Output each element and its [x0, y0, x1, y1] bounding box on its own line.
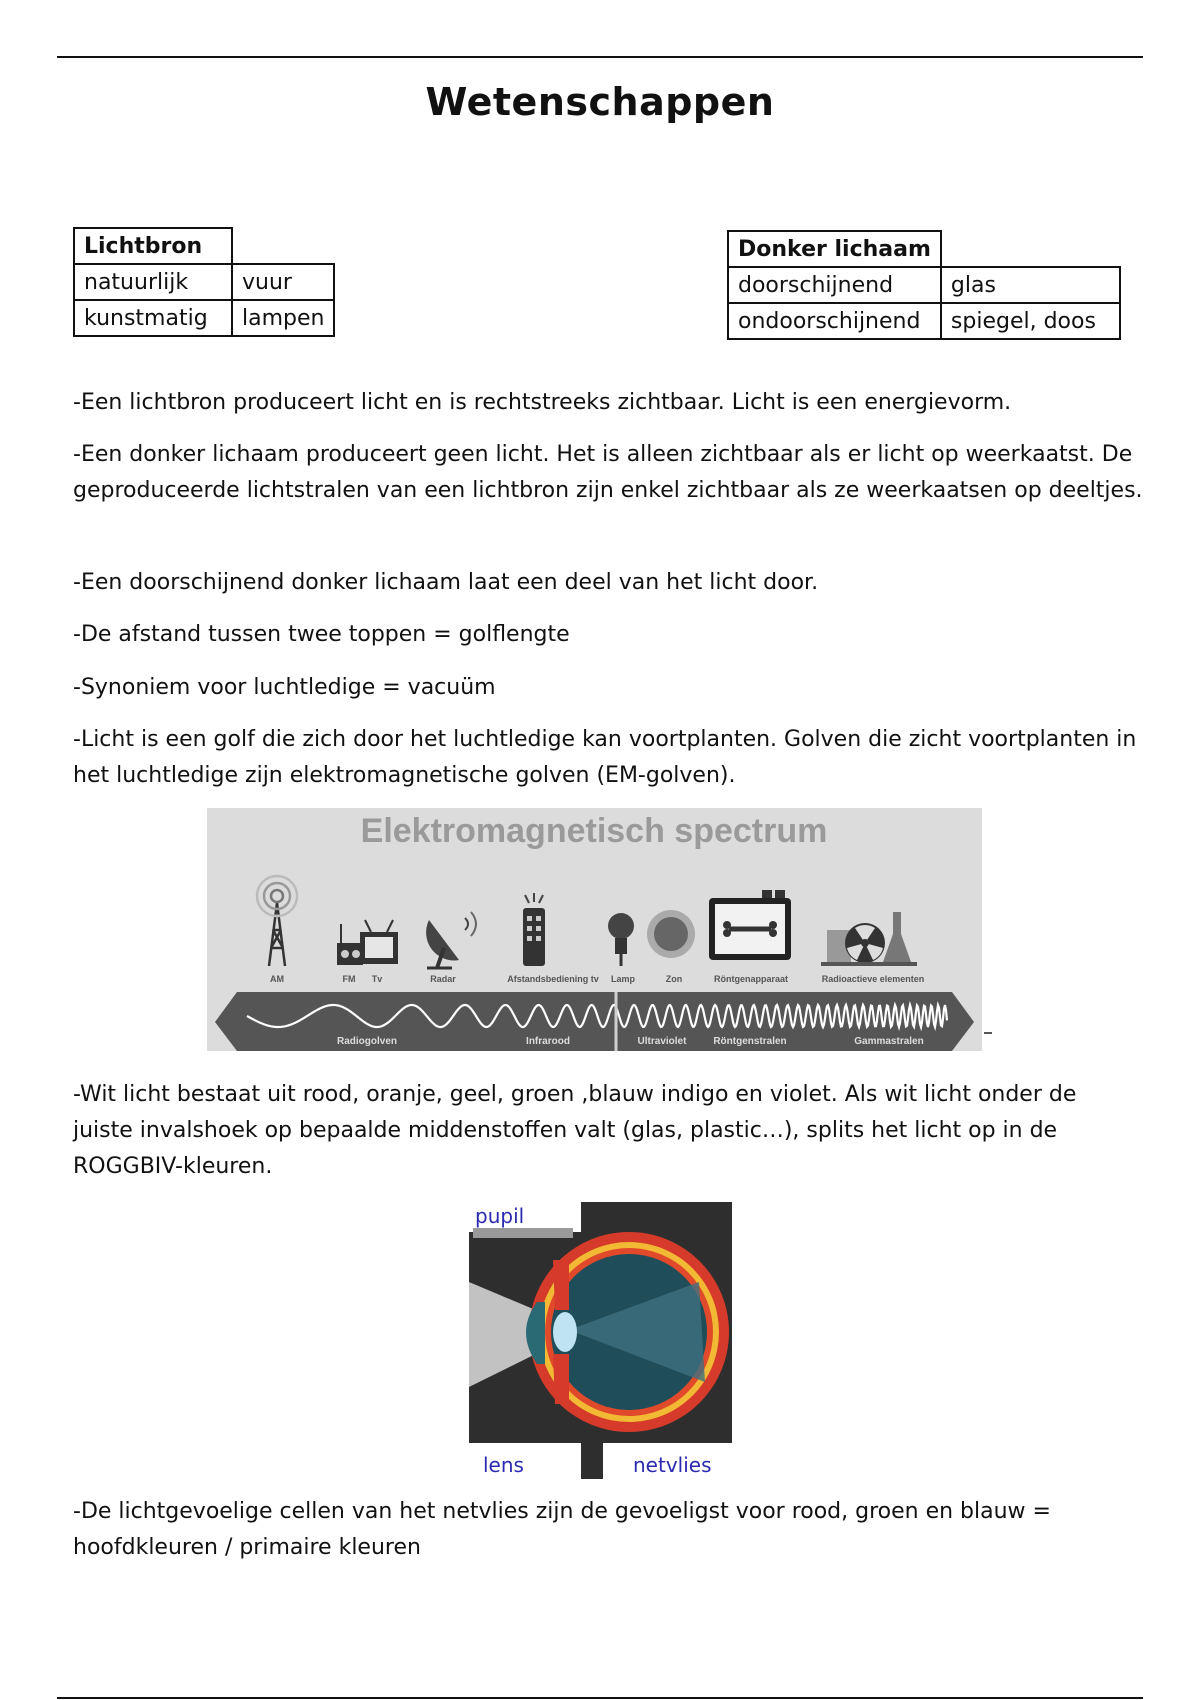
iris-upper	[553, 1260, 569, 1310]
paragraph-doorschijnend: -Een doorschijnend donker lichaam laat een deel van het licht door.	[73, 570, 819, 595]
band-label: Gammastralen	[854, 1036, 924, 1047]
table-cell: glas	[941, 267, 1120, 303]
paragraph-golflengte: -De afstand tussen twee toppen = golflengte	[73, 622, 570, 647]
paragraph-donker-lichaam: -Een donker lichaam produceert geen licht. Het is alleen zichtbaar als er licht op weerkaatst. De geproduceerde lichtstralen van een lichtbron zijn enkel zichtbaar als ze weerkaatsen op deeltjes.	[73, 442, 1143, 503]
table-cell: kunstmatig	[74, 300, 232, 336]
stray-dash	[984, 1032, 992, 1034]
bottom-rule	[57, 1697, 1143, 1699]
source-label: Lamp	[610, 974, 636, 984]
lens-label: lens	[483, 1453, 524, 1477]
sun-icon	[647, 910, 695, 958]
source-label: Röntgenapparaat	[713, 974, 789, 984]
top-rule	[57, 56, 1143, 58]
eye-diagram	[469, 1202, 732, 1479]
lichtbron-table	[73, 227, 335, 337]
lens	[553, 1312, 577, 1352]
paragraph-lichtbron: -Een lichtbron produceert licht en is rechtstreeks zichtbaar. Licht is een energievorm.	[73, 390, 1012, 415]
table-cell: vuur	[232, 264, 334, 300]
table-row	[74, 300, 334, 336]
source-label: FM	[342, 974, 356, 984]
paragraph-vacuum: -Synoniem voor luchtledige = vacuüm	[73, 675, 496, 700]
table-blank-cell	[232, 228, 334, 264]
netvlies-label: netvlies	[633, 1453, 712, 1477]
table-row	[728, 267, 1120, 303]
table-cell: doorschijnend	[728, 267, 941, 303]
source-label: Zon	[665, 974, 683, 984]
source-label: Afstandsbediening tv	[507, 974, 599, 984]
table-cell: natuurlijk	[74, 264, 232, 300]
table-cell: spiegel, doos	[941, 303, 1120, 339]
paragraph-hoofdkleuren: -De lichtgevoelige cellen van het netvlies zijn de gevoeligst voor rood, groen en blauw = hoofdkleuren / primaire kleuren	[73, 1499, 1051, 1560]
donker-lichaam-table	[727, 230, 1121, 340]
xray-machine-icon	[709, 890, 791, 960]
table-cell: ondoorschijnend	[728, 303, 941, 339]
source-label: Tv	[371, 974, 383, 984]
table-blank-cell	[941, 231, 1120, 267]
page-title: Wetenschappen	[425, 80, 775, 124]
source-label: Radar	[430, 974, 456, 984]
lichtbron-header: Lichtbron	[74, 228, 232, 264]
band-label: Ultraviolet	[637, 1036, 687, 1047]
iris-lower	[553, 1354, 569, 1404]
spectrum-title: Elektromagnetisch spectrum	[360, 812, 828, 850]
table-cell: lampen	[232, 300, 334, 336]
donker-lichaam-header: Donker lichaam	[728, 231, 941, 267]
em-spectrum-figure	[207, 808, 982, 1051]
table-row	[728, 303, 1120, 339]
band-label: Radiogolven	[336, 1036, 398, 1047]
pupil-label: pupil	[475, 1204, 525, 1228]
paragraph-em-golven: -Licht is een golf die zich door het luchtledige kan voortplanten. Golven die zicht voortplanten in het luchtledige zijn elektromagnetische golven (EM-golven).	[73, 727, 1137, 788]
paragraph-wit-licht: -Wit licht bestaat uit rood, oranje, geel, groen ,blauw indigo en violet. Als wit licht onder de juiste invalshoek op bepaalde middenstoffen valt (glas, plastic…), splits het licht op in de ROGGBIV-kleuren.	[73, 1082, 1077, 1179]
band-label: Röntgenstralen	[713, 1036, 787, 1047]
source-label: Radioactieve elementen	[821, 974, 925, 984]
table-row	[74, 264, 334, 300]
band-label: Infrarood	[526, 1036, 570, 1047]
source-label: AM	[270, 974, 284, 984]
